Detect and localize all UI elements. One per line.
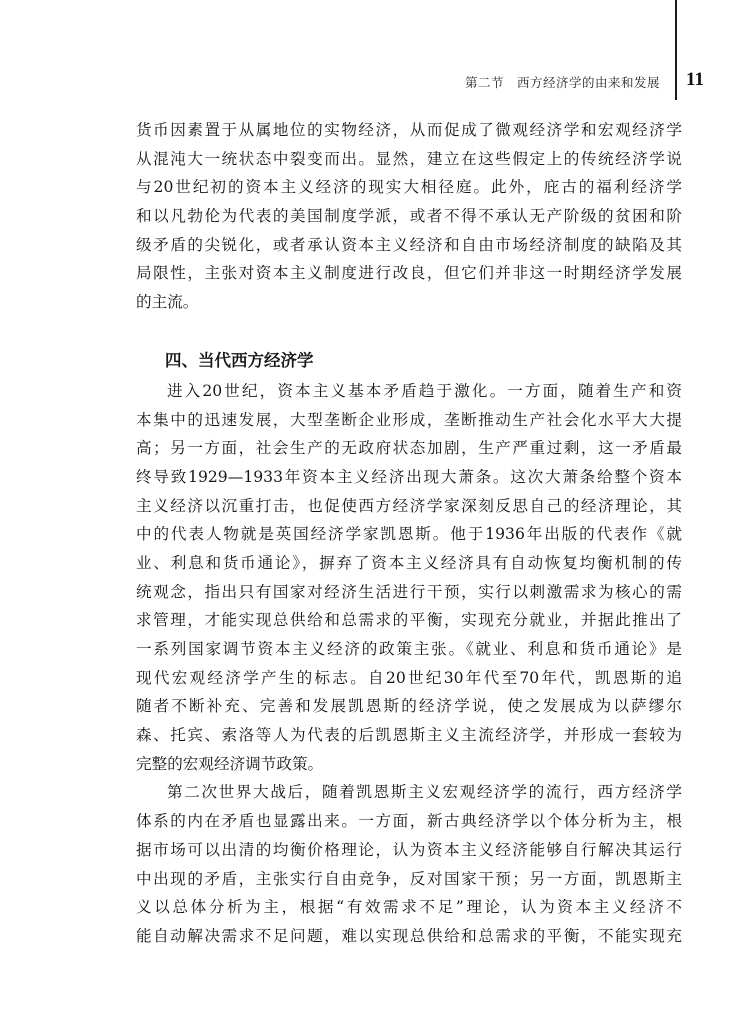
section-heading: 四、当代西方经济学 [165,350,314,370]
running-header [0,0,746,100]
text-line: 一系列国家调节资本主义经济的政策主张。《就业、利息和货币通论》是 [136,640,682,658]
text-line: 体系的内在矛盾也显露出来。一方面，新古典经济学以个体分析为主，根 [136,812,682,831]
text-line: 义以总体分析为主，根据“有效需求不足”理论，认为资本主义经济不 [136,898,682,917]
text-line: 与20世纪初的资本主义经济的现实大相径庭。此外，庇古的福利经济学 [136,178,682,197]
page-number: 11 [686,69,704,90]
text-line: 和以凡勃伦为代表的美国制度学派，或者不得不承认无产阶级的贫困和阶 [136,207,682,226]
text-line: 货币因素置于从属地位的实物经济，从而促成了微观经济学和宏观经济学 [136,121,682,139]
paragraph-keynes [136,377,682,779]
text-line: 终导致1929—1933年资本主义经济出现大萧条。这次大萧条给整个资本 [136,467,682,486]
text-line: 业、利息和货币通论》，摒弃了资本主义经济具有自动恢复均衡机制的传 [136,553,682,572]
text-line: 能自动解决需求不足问题，难以实现总供给和总需求的平衡，不能实现充 [136,926,682,945]
text-line: 据市场可以出清的均衡价格理论，认为资本主义经济能够自行解决其运行 [136,840,682,859]
text-line: 第二次世界大战后，随着凯恩斯主义宏观经济学的流行，西方经济学 [167,783,682,802]
text-line: 中的代表人物就是英国经济学家凯恩斯。他于1936年出版的代表作《就 [136,525,682,544]
running-header-title: 第二节 西方经济学的由来和发展 [464,75,660,90]
text-line: 求管理，才能实现总供给和总需求的平衡，实现充分就业，并据此推出了 [136,611,682,630]
text-line: 中出现的矛盾，主张实行自由竞争，反对国家干预；另一方面，凯恩斯主 [136,869,682,888]
text-line: 随者不断补充、完善和发展凯恩斯的经济学说，使之发展成为以萨缪尔 [136,697,682,716]
text-line: 现代宏观经济学产生的标志。自20世纪30年代至70年代，凯恩斯的追 [136,668,682,687]
text-line: 森、托宾、索洛等人为代表的后凯恩斯主义主流经济学，并形成一套较为 [136,726,682,745]
text-line: 主义经济以沉重打击，也促使西方经济学家深刻反思自己的经济理论，其 [136,496,682,515]
text-line: 本集中的迅速发展，大型垄断企业形成，垄断推动生产社会化水平大大提 [136,410,682,429]
text-line: 的主流。 [136,293,199,312]
paragraph-continued [136,116,682,317]
text-line: 进入20世纪，资本主义基本矛盾趋于激化。一方面，随着生产和资 [167,381,682,400]
paragraph-postwar [136,778,682,950]
text-line: 高；另一方面，社会生产的无政府状态加剧，生产严重过剩，这一矛盾最 [136,439,682,458]
text-line: 完整的宏观经济调节政策。 [136,754,324,773]
text-line: 级矛盾的尖锐化，或者承认资本主义经济和自由市场经济制度的缺陷及其 [136,235,682,254]
text-line: 局限性，主张对资本主义制度进行改良，但它们并非这一时期经济学发展 [136,264,682,283]
text-line: 统观念，指出只有国家对经济生活进行干预，实行以刺激需求为核心的需 [136,582,682,601]
text-line: 从混沌大一统状态中裂变而出。显然，建立在这些假定上的传统经济学说 [136,149,682,168]
header-vertical-rule [675,0,677,100]
page-body [136,116,682,951]
section-spacer [136,317,682,347]
